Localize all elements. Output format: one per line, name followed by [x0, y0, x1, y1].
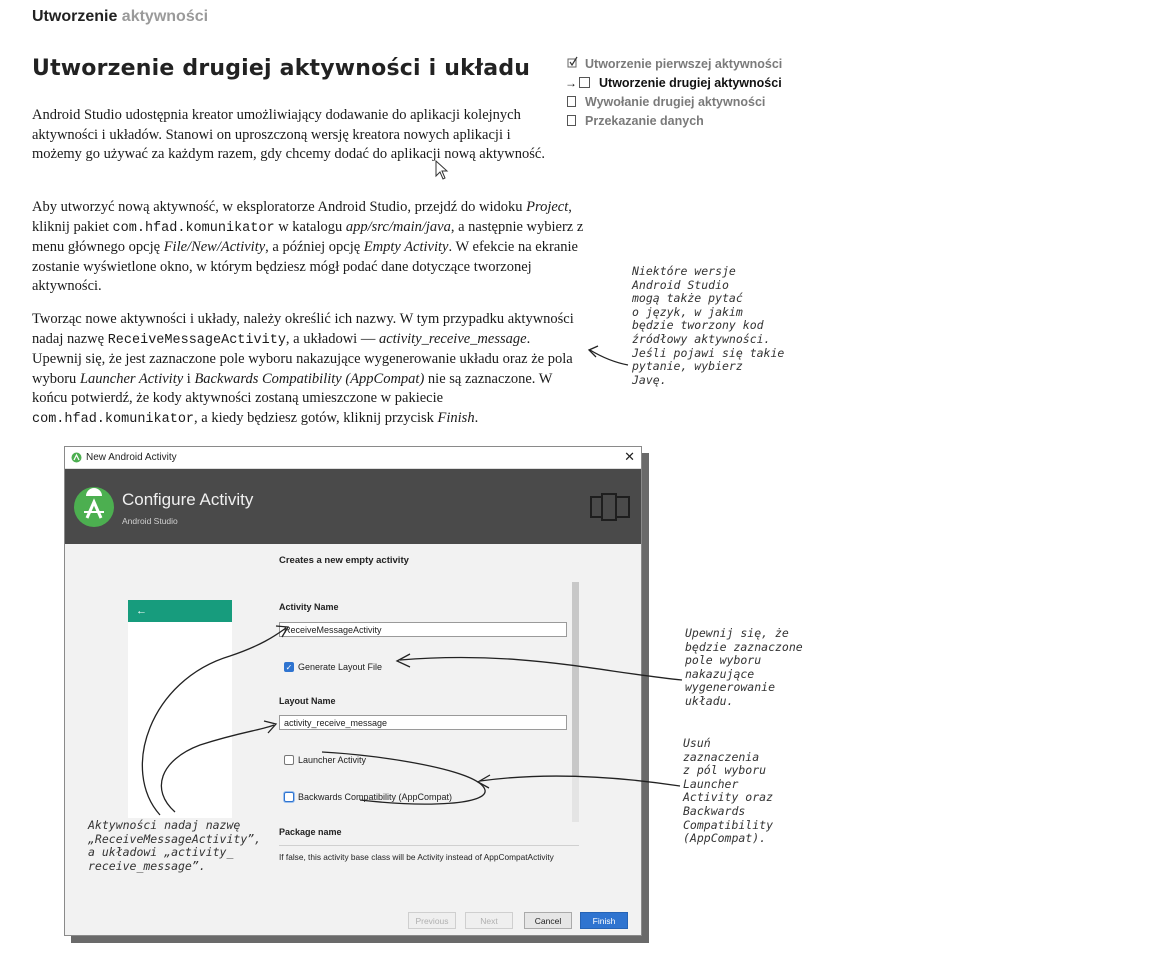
- arrow-right-icon: →: [565, 75, 577, 90]
- uncheck-arrow: [480, 776, 680, 786]
- checklist-label: Wywołanie drugiej aktywności: [585, 94, 766, 109]
- checklist-label: Utworzenie drugiej aktywności: [599, 75, 782, 90]
- dialog-header-subtitle: Android Studio: [122, 516, 178, 526]
- package-name-label: Package name: [279, 827, 342, 837]
- launcher-activity-label: Launcher Activity: [298, 755, 367, 765]
- page-title: Utworzenie drugiej aktywności i układu: [32, 56, 531, 81]
- checklist-label: Przekazanie danych: [585, 113, 704, 128]
- section-title: Creates a new empty activity: [279, 555, 409, 566]
- generate-layout-arrow: [400, 657, 682, 680]
- uncheck-loop: [322, 752, 485, 804]
- next-button[interactable]: Next: [465, 912, 513, 929]
- hint-text: If false, this activity base class will be Activity instead of AppCompatActivity: [279, 852, 554, 862]
- previous-button[interactable]: Previous: [408, 912, 456, 929]
- names-note: Aktywności nadaj nazwę „ReceiveMessageActivity”, a układowi „activity_ receive_message”.: [88, 818, 262, 873]
- generate-layout-checkbox[interactable]: ✓: [285, 663, 293, 672]
- uncheck-note: Usuń zaznaczenia z pól wyboru Launcher Activity oraz Backwards Compatibility (AppCompat).: [683, 736, 774, 846]
- checklist-label: Utworzenie pierwszej aktywności: [585, 56, 783, 71]
- generate-layout-label: Generate Layout File: [298, 662, 383, 672]
- arrowhead: [478, 775, 490, 788]
- layout-name-label: Layout Name: [279, 696, 336, 706]
- running-head-main: Utworzenie: [32, 8, 118, 25]
- activity-name-label: Activity Name: [279, 602, 339, 612]
- language-note-arrow: [590, 350, 628, 365]
- finish-button[interactable]: Finish: [580, 912, 628, 929]
- arrowhead: [397, 654, 410, 667]
- naming-paragraph: Tworząc nowe aktywności i układy, należy określić ich nazwy. W tym przypadku aktywności nadaj nazwę ReceiveMessageActivity, a układowi — activity_receive_message. Upewnij się, że jest zaznaczone pole wyboru nakazujące wygenerowanie układu oraz że pola wyboru Launcher Activity i Backwards Compatibility (AppCompat) nie są zaznaczone. W końcu potwierdź, że kody aktywności zostaną umieszczone w pakiecie com.hfad.komunikator, a kiedy będziesz gotów, kliknij przycisk Finish.: [32, 311, 574, 427]
- intro-paragraph: Android Studio udostępnia kreator umożliwiający dodawanie do aplikacji kolejnych aktywności i układów. Stanowi on uproszczoną wersję kreatora nowych aplikacji i możemy go używać za każdym razem, gdy chcemy dodać do aplikacji nową aktywność.: [32, 107, 545, 162]
- close-icon[interactable]: ✕: [624, 449, 635, 464]
- dialog-window-title: New Android Activity: [86, 452, 177, 463]
- activity-name-input[interactable]: ReceiveMessageActivity: [279, 622, 567, 637]
- instructions-paragraph: Aby utworzyć nową aktywność, w eksploratorze Android Studio, przejdź do widoku Project, kliknij pakiet com.hfad.komunikator w katalogu app/src/main/java, a następnie wybierz z menu głównego opcję File/New/Activity, a później opcję Empty Activity. W efekcie na ekranie zostanie wyświetlone okno, w którym będziesz mógł podać dane dotyczące tworzonej aktywności.: [32, 199, 584, 294]
- language-note: Niektóre wersje Android Studio mogą także pytać o język, w jakim będzie tworzony kod źródłowy aktywności. Jeśli pojawi się takie pytanie, wybierz Javę.: [632, 264, 785, 387]
- layout-name-arrow: [161, 725, 274, 812]
- layout-checkbox-note: Upewnij się, że będzie zaznaczone pole wyboru nakazujące wygenerowanie układu.: [685, 626, 803, 708]
- backwards-compat-label: Backwards Compatibility (AppCompat): [298, 792, 453, 802]
- cancel-button[interactable]: Cancel: [524, 912, 572, 929]
- dialog-header-title: Configure Activity: [122, 490, 254, 509]
- running-head-sub: aktywności: [121, 8, 209, 25]
- back-arrow-icon: ←: [128, 600, 232, 622]
- layout-name-input[interactable]: activity_receive_message: [279, 715, 567, 730]
